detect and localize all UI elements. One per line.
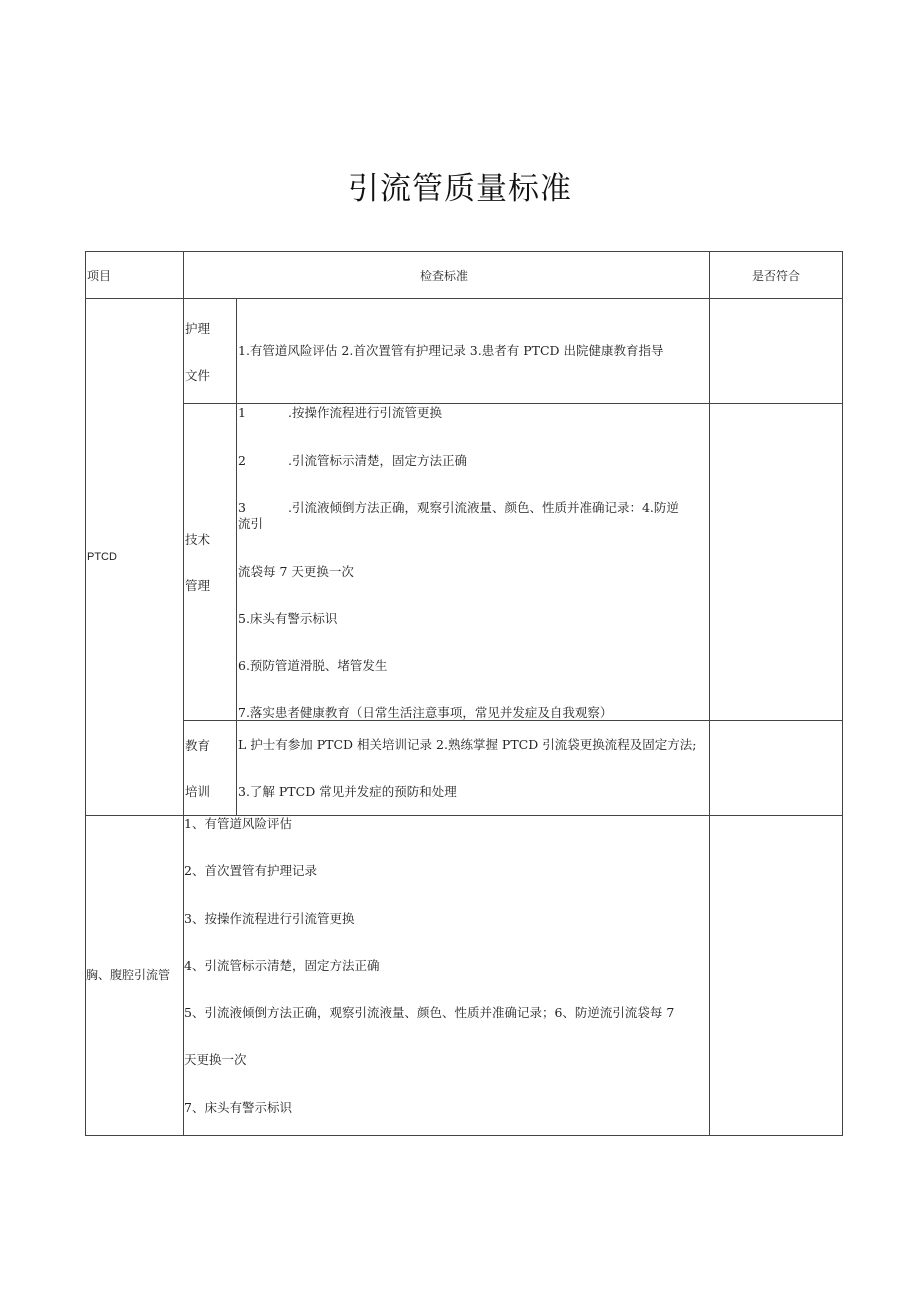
standard-text: 7、床头有警示标识 xyxy=(184,1100,292,1115)
category-tech-mgmt-line2: 管理 xyxy=(185,578,211,593)
standard-text: .引流管标示清楚，固定方法正确 xyxy=(288,453,467,468)
table-border-left xyxy=(85,251,86,1136)
compliance-cell-education[interactable] xyxy=(710,721,842,815)
standard-text: 1.有管道风险评估 2.首次置管有护理记录 3.患者有 PTCD 出院健康教育指导 xyxy=(238,343,664,358)
compliance-cell-chest-abdominal[interactable] xyxy=(710,816,842,1135)
section-label-ptcd: PTCD xyxy=(87,551,117,563)
standard-text: .引流液倾倒方法正确，观察引流液量、颜色、性质并准确记录：4.防逆 xyxy=(288,500,679,515)
header-item: 项目 xyxy=(87,269,112,283)
standard-text: 天更换一次 xyxy=(184,1052,247,1067)
category-tech-mgmt-line1: 技术 xyxy=(185,532,211,547)
standard-text: 3、按操作流程进行引流管更换 xyxy=(184,911,355,926)
standard-text: 5.床头有警示标识 xyxy=(238,611,338,626)
table-border-right xyxy=(842,251,843,1136)
standard-text: .按操作流程进行引流管更换 xyxy=(288,405,442,420)
compliance-cell-nursing-docs[interactable] xyxy=(710,299,842,403)
standard-text: 7.落实患者健康教育（日常生活注意事项，常见并发症及自我观察） xyxy=(238,705,613,720)
standard-number: 2 xyxy=(238,453,246,468)
standard-text: 流袋每 7 天更换一次 xyxy=(238,564,354,579)
category-nursing-docs-line2: 文件 xyxy=(185,368,211,383)
standard-text: 1、有管道风险评估 xyxy=(184,816,292,831)
category-education-line1: 教育 xyxy=(185,738,211,753)
section-label-chest-abdominal: 胸、腹腔引流管 xyxy=(86,968,171,982)
standard-text: 4、引流管标示清楚，固定方法正确 xyxy=(184,958,380,973)
standard-text: 6.预防管道滑脱、堵管发生 xyxy=(238,658,388,673)
table-border-bottom xyxy=(85,1135,843,1136)
standard-text: 2、首次置管有护理记录 xyxy=(184,863,317,878)
category-education-line2: 培训 xyxy=(185,784,211,799)
compliance-cell-tech-mgmt[interactable] xyxy=(710,404,842,720)
category-nursing-docs-line1: 护理 xyxy=(185,321,211,336)
standard-text: L 护士有参加 PTCD 相关培训记录 2.熟练掌握 PTCD 引流袋更换流程及固定方法; xyxy=(238,737,697,752)
standard-text: 3.了解 PTCD 常见并发症的预防和处理 xyxy=(238,784,457,799)
page-title: 引流管质量标准 xyxy=(348,171,572,207)
standard-number: 1 xyxy=(238,405,246,420)
standard-text: 流引 xyxy=(238,516,264,531)
column-divider xyxy=(183,251,184,1136)
table-border-top xyxy=(85,251,843,252)
header-compliance: 是否符合 xyxy=(752,269,801,283)
column-divider xyxy=(236,298,237,815)
header-standard: 检查标准 xyxy=(420,269,469,283)
standard-text: 5、引流液倾倒方法正确，观察引流液量、颜色、性质并准确记录；6、防逆流引流袋每 7 xyxy=(184,1005,675,1020)
standard-number: 3 xyxy=(238,500,246,515)
